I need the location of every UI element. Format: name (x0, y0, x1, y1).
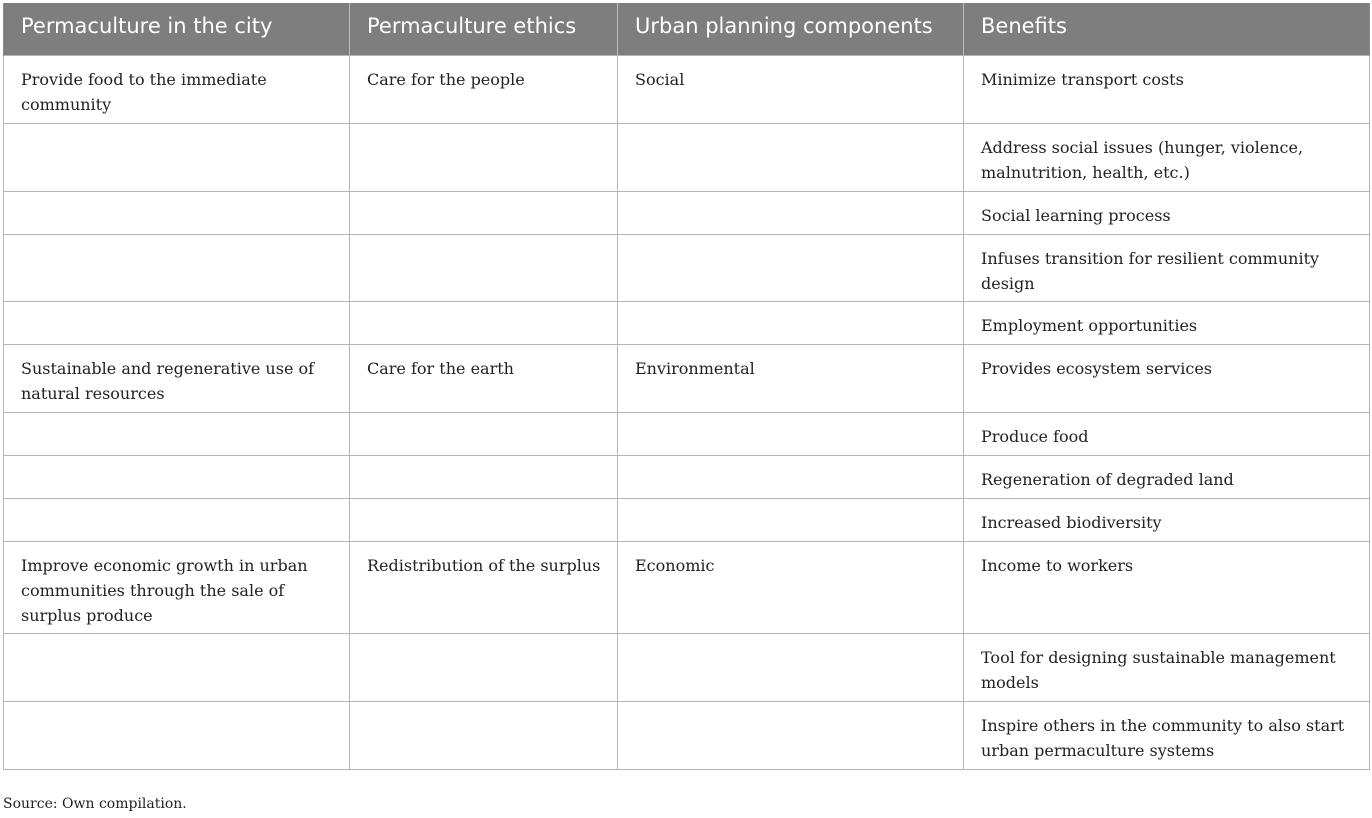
cell-component (618, 412, 964, 455)
table-header (4, 3, 1370, 55)
cell-benefit: Employment opportunities (964, 301, 1370, 344)
cell-ethics (350, 701, 618, 769)
cell-component: Environmental (618, 344, 964, 412)
cell-benefit: Increased biodiversity (964, 498, 1370, 541)
cell-benefit: Produce food (964, 412, 1370, 455)
cell-benefit: Provides ecosystem services (964, 344, 1370, 412)
cell-ethics (350, 123, 618, 191)
cell-component (618, 633, 964, 701)
cell-component (618, 191, 964, 234)
cell-city (4, 412, 350, 455)
cell-component (618, 498, 964, 541)
cell-city (4, 123, 350, 191)
table-row (4, 498, 1370, 541)
cell-benefit: Inspire others in the community to also start urban permaculture systems (964, 701, 1370, 769)
cell-city (4, 455, 350, 498)
cell-component: Social (618, 55, 964, 123)
table-row (4, 701, 1370, 769)
cell-benefit: Social learning process (964, 191, 1370, 234)
header-row (4, 3, 1370, 55)
cell-benefit: Tool for designing sustainable management models (964, 633, 1370, 701)
cell-city (4, 191, 350, 234)
header-benefits: Benefits (964, 3, 1370, 55)
table-row (4, 541, 1370, 633)
table-row (4, 344, 1370, 412)
header-urban-planning-components: Urban planning components (618, 3, 964, 55)
cell-ethics (350, 498, 618, 541)
cell-ethics: Care for the people (350, 55, 618, 123)
table-row (4, 412, 1370, 455)
cell-ethics (350, 455, 618, 498)
cell-city (4, 701, 350, 769)
cell-component: Economic (618, 541, 964, 633)
header-permaculture-in-city: Permaculture in the city (4, 3, 350, 55)
table-row (4, 633, 1370, 701)
cell-city (4, 633, 350, 701)
cell-benefit: Income to workers (964, 541, 1370, 633)
cell-ethics (350, 412, 618, 455)
table-row (4, 55, 1370, 123)
table-row (4, 123, 1370, 191)
cell-ethics (350, 633, 618, 701)
table-row (4, 301, 1370, 344)
cell-benefit: Regeneration of degraded land (964, 455, 1370, 498)
cell-city (4, 301, 350, 344)
cell-component (618, 123, 964, 191)
table-row (4, 455, 1370, 498)
table-body (4, 55, 1370, 769)
cell-ethics (350, 301, 618, 344)
permaculture-table (3, 3, 1370, 770)
source-note: Source: Own compilation. (3, 796, 187, 812)
cell-city (4, 234, 350, 301)
cell-city: Improve economic growth in urban communities through the sale of surplus produce (4, 541, 350, 633)
cell-component (618, 455, 964, 498)
cell-city (4, 498, 350, 541)
cell-benefit: Infuses transition for resilient community design (964, 234, 1370, 301)
cell-component (618, 234, 964, 301)
cell-ethics: Redistribution of the surplus (350, 541, 618, 633)
cell-city: Sustainable and regenerative use of natural resources (4, 344, 350, 412)
table-row (4, 191, 1370, 234)
cell-component (618, 701, 964, 769)
header-permaculture-ethics: Permaculture ethics (350, 3, 618, 55)
cell-ethics (350, 191, 618, 234)
cell-ethics (350, 234, 618, 301)
cell-city: Provide food to the immediate community (4, 55, 350, 123)
cell-benefit: Minimize transport costs (964, 55, 1370, 123)
cell-component (618, 301, 964, 344)
cell-benefit: Address social issues (hunger, violence, malnutrition, health, etc.) (964, 123, 1370, 191)
table-row (4, 234, 1370, 301)
cell-ethics: Care for the earth (350, 344, 618, 412)
